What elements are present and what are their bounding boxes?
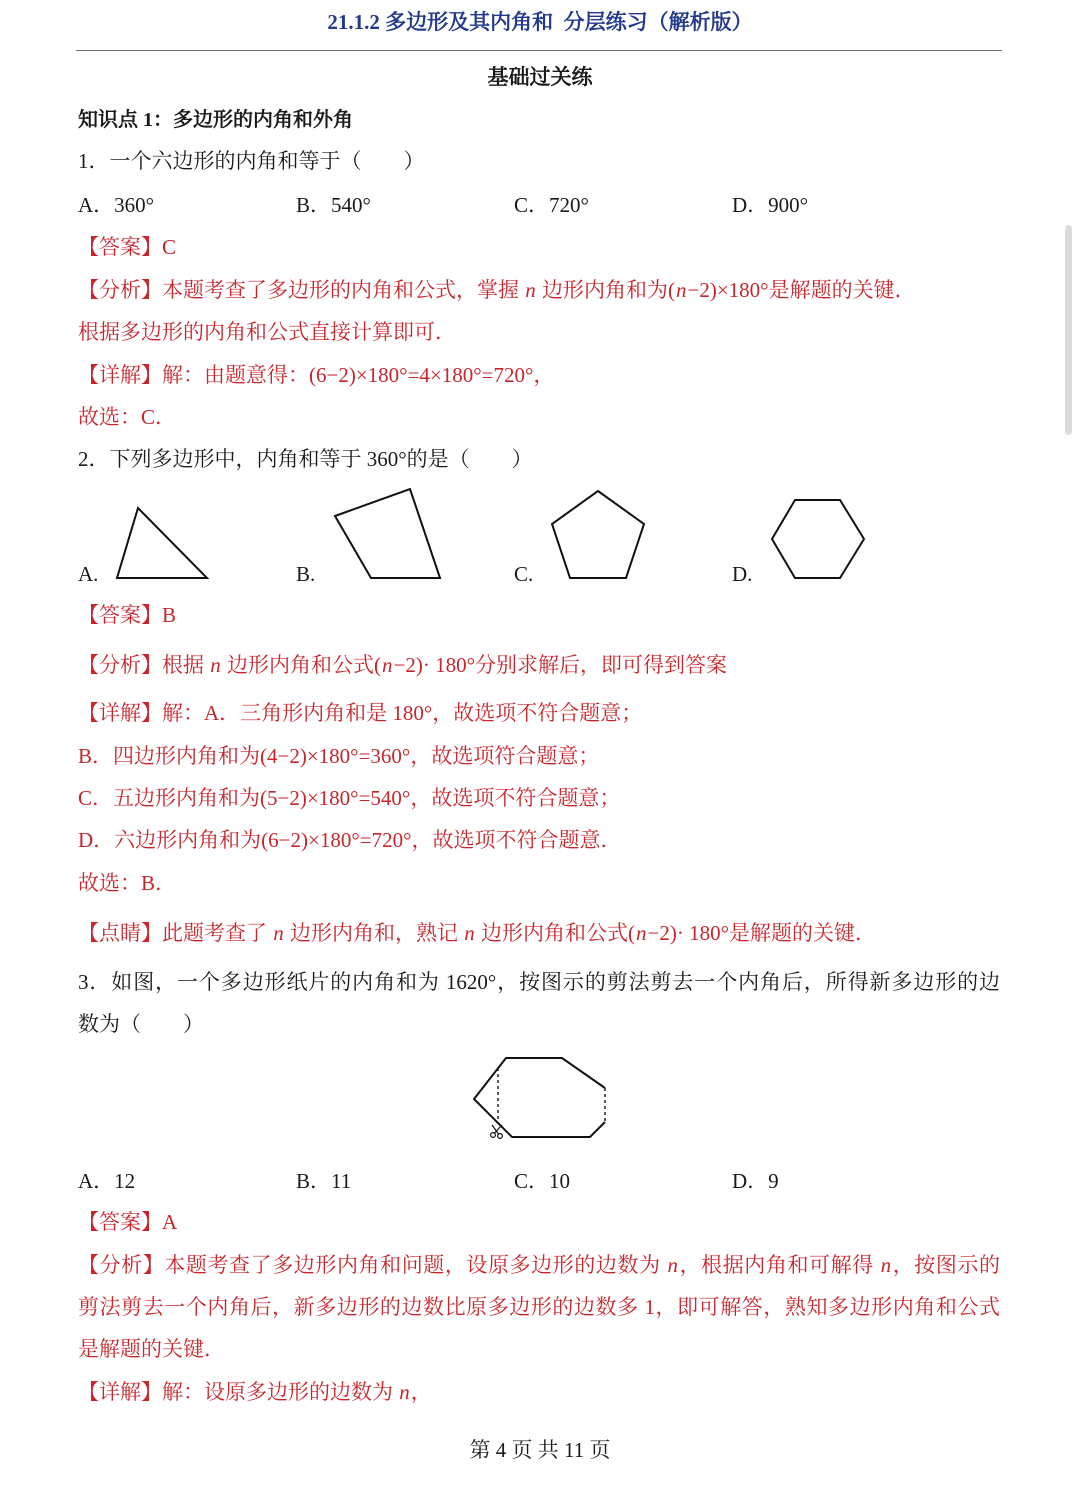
analysis-line: [78, 1244, 1000, 1286]
polygon-cut-figure: [460, 1045, 620, 1150]
analysis-text: ，按图示的: [892, 1253, 1001, 1277]
figure-option-b-quadrilateral: [328, 482, 448, 586]
detail-line: B．四边形内角和为(4−2)×180°=360°，故选项符合题意；: [78, 744, 600, 768]
question-stem: 3．如图，一个多边形纸片的内角和为 1620°，按图示的剪法剪去一个内角后，所得新多边形的边: [78, 970, 1000, 994]
answer-line: 【答案】A: [78, 1210, 178, 1234]
variable-n: n: [525, 278, 536, 302]
figure-label-d: D.: [732, 562, 753, 586]
detail-line: D．六边形内角和为(6−2)×180°=720°，故选项不符合题意．: [78, 828, 622, 852]
variable-n: n: [273, 921, 284, 945]
detail-line: 【详解】解：A．三角形内角和是 180°，故选项不符合题意；: [78, 701, 643, 725]
analysis-line: [78, 269, 916, 311]
option-a: A．360°: [78, 193, 155, 217]
variable-n: n: [382, 653, 393, 677]
option-c: C．10: [514, 1169, 571, 1193]
detail-line: C．五边形内角和为(5−2)×180°=540°，故选项不符合题意；: [78, 786, 621, 810]
variable-n: n: [676, 278, 687, 302]
option-d: D．9: [732, 1169, 779, 1193]
analysis-text: 【分析】本题考查了多边形内角和问题，设原多边形的边数为: [78, 1253, 667, 1277]
conclusion-line: 故选：C．: [78, 405, 177, 429]
figure-label-c: C.: [514, 562, 534, 586]
detail-text: 【详解】解：设原多边形的边数为: [78, 1380, 399, 1404]
option-b: B．11: [296, 1169, 352, 1193]
quadrilateral-shape: [335, 489, 440, 578]
option-c: C．720°: [514, 193, 589, 217]
option-a: A．12: [78, 1169, 136, 1193]
figure-option-d-hexagon: [765, 493, 871, 586]
question-stem: 1．一个六边形的内角和等于（ ）: [78, 149, 425, 173]
document-title: 21.1.2 多边形及其内角和 分层练习（解析版）: [327, 10, 753, 34]
pentagon-shape: [552, 491, 644, 578]
knowledge-point-heading: 知识点 1：多边形的内角和外角: [78, 109, 353, 131]
answer-line: 【答案】C: [78, 235, 177, 259]
scrollbar-thumb[interactable]: [1065, 225, 1072, 435]
question-stem: 数为（ ）: [78, 1012, 204, 1036]
page-indicator: 第 4 页 共 11 页: [469, 1438, 611, 1462]
polygon-outline: [474, 1058, 605, 1137]
variable-n: n: [464, 921, 475, 945]
analysis-text: −2)· 180°分别求解后，即可得到答案: [393, 653, 727, 677]
analysis-text: ，根据内角和可解得: [678, 1253, 880, 1277]
remark-text: −2)· 180°是解题的关键．: [647, 921, 876, 945]
variable-n: n: [667, 1253, 678, 1277]
detail-text: ，: [410, 1380, 432, 1404]
figure-option-c-pentagon: [545, 484, 651, 586]
figure-option-a-triangle: [110, 500, 215, 586]
detail-line: [78, 1371, 432, 1413]
header-divider: [76, 50, 1002, 51]
scissors-icon: [491, 1125, 503, 1138]
analysis-text: −2)×180°是解题的关键．: [687, 278, 916, 302]
analysis-text: 【分析】本题考查了多边形的内角和公式，掌握: [78, 278, 525, 302]
variable-n: n: [210, 653, 221, 677]
hexagon-shape: [772, 500, 864, 578]
variable-n: n: [880, 1253, 892, 1277]
analysis-text: 【分析】根据: [78, 653, 210, 677]
analysis-text: 边形内角和为(: [536, 278, 675, 302]
figure-label-a: A.: [78, 562, 99, 586]
analysis-line: 根据多边形的内角和公式直接计算即可．: [78, 320, 456, 344]
remark-text: 边形内角和公式(: [475, 921, 635, 945]
remark-text: 边形内角和，熟记: [284, 921, 464, 945]
analysis-text: 边形内角和公式(: [221, 653, 381, 677]
section-title: 基础过关练: [487, 65, 593, 89]
option-b: B．540°: [296, 193, 371, 217]
analysis-line: 剪法剪去一个内角后，新多边形的边数比原多边形的边数多 1，即可解答，熟知多边形内角和公式: [78, 1295, 1000, 1319]
question-stem: 2．下列多边形中，内角和等于 360°的是（ ）: [78, 447, 533, 471]
option-d: D．900°: [732, 193, 809, 217]
answer-line: 【答案】B: [78, 603, 177, 627]
variable-n: n: [636, 921, 647, 945]
remark-line: [78, 912, 876, 954]
analysis-line: 是解题的关键．: [78, 1337, 225, 1361]
variable-n: n: [399, 1380, 410, 1404]
remark-text: 【点睛】此题考查了: [78, 921, 273, 945]
analysis-line: [78, 644, 727, 686]
detail-line: 【详解】解：由题意得：(6−2)×180°=4×180°=720°，: [78, 363, 555, 387]
figure-label-b: B.: [296, 562, 316, 586]
triangle-shape: [117, 508, 207, 578]
conclusion-line: 故选：B．: [78, 871, 177, 895]
